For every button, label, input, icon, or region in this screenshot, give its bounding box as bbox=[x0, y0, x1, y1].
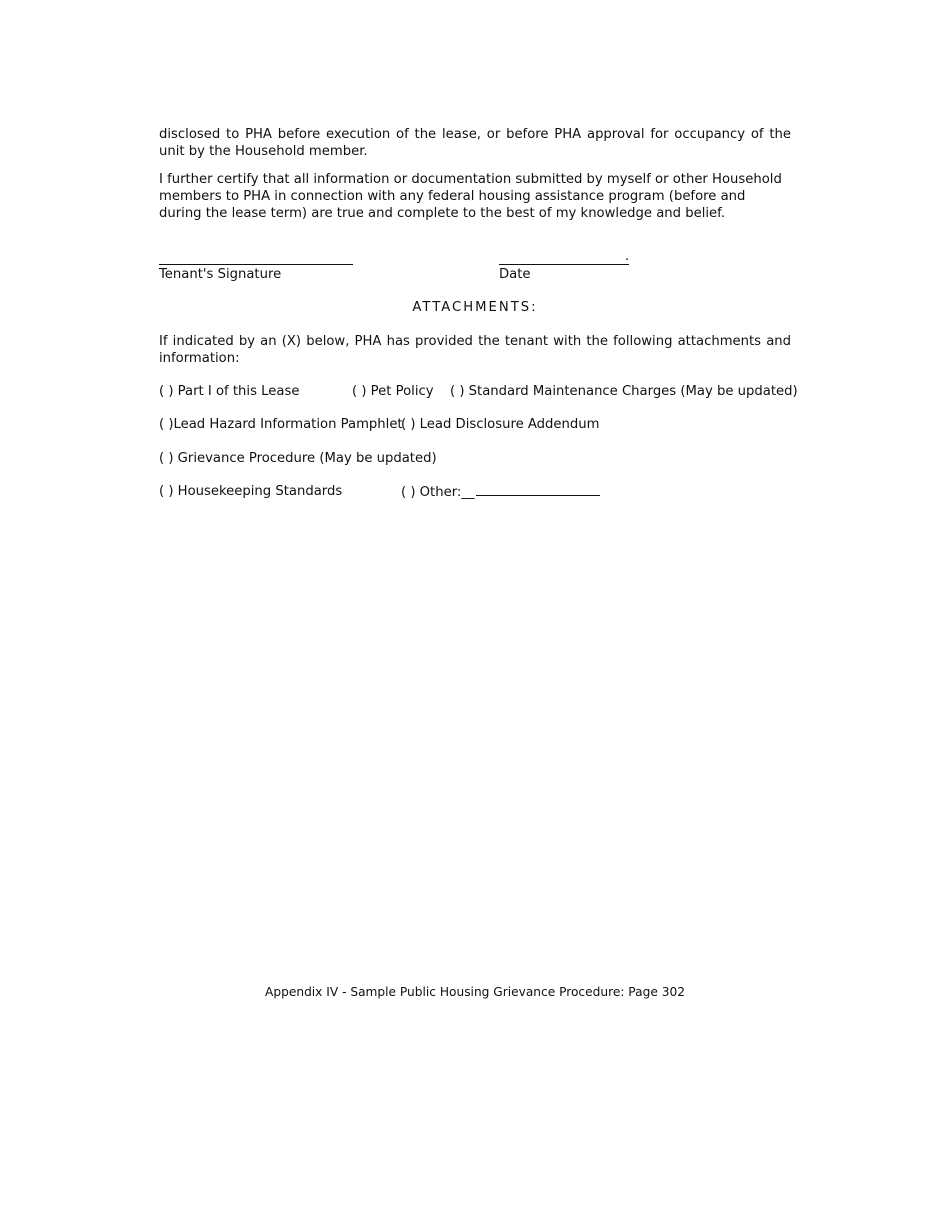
attachment-pet-policy: ( ) Pet Policy bbox=[352, 384, 434, 399]
tenant-signature-line bbox=[159, 264, 353, 265]
other-blank-line bbox=[476, 483, 600, 496]
date-line-period: . bbox=[625, 249, 630, 264]
attachment-lead-pamphlet: ( )Lead Hazard Information Pamphlet bbox=[159, 417, 403, 432]
certification-paragraph: I further certify that all information or documentation submitted by myself or other Household members to PHA in connection with any federal housing assistance program (before and during the lease term) are true and complete to the best of my knowledge and belief. bbox=[159, 172, 782, 221]
attachments-intro: If indicated by an (X) below, PHA has provided the tenant with the following attachments and information: bbox=[159, 334, 791, 366]
date-label: Date bbox=[499, 267, 531, 282]
attachment-maintenance-charges: ( ) Standard Maintenance Charges (May be updated) bbox=[450, 384, 798, 399]
tenant-signature-label: Tenant's Signature bbox=[159, 267, 282, 282]
attachment-housekeeping: ( ) Housekeeping Standards bbox=[159, 484, 343, 499]
attachment-grievance-procedure: ( ) Grievance Procedure (May be updated) bbox=[159, 451, 437, 466]
attachment-part-one: ( ) Part I of this Lease bbox=[159, 384, 300, 399]
attachments-heading: ATTACHMENTS: bbox=[412, 300, 538, 315]
attachment-other bbox=[401, 483, 600, 501]
attachment-other-label: ( ) Other:__ bbox=[401, 485, 475, 500]
attachment-lead-addendum: ( ) Lead Disclosure Addendum bbox=[401, 417, 600, 432]
certification-paragraph-continued: disclosed to PHA before execution of the lease, or before PHA approval for occupancy of the unit by the Household member. bbox=[159, 127, 791, 159]
page-footer: Appendix IV - Sample Public Housing Grievance Procedure: Page 302 bbox=[265, 985, 685, 999]
date-signature-line bbox=[499, 264, 629, 265]
